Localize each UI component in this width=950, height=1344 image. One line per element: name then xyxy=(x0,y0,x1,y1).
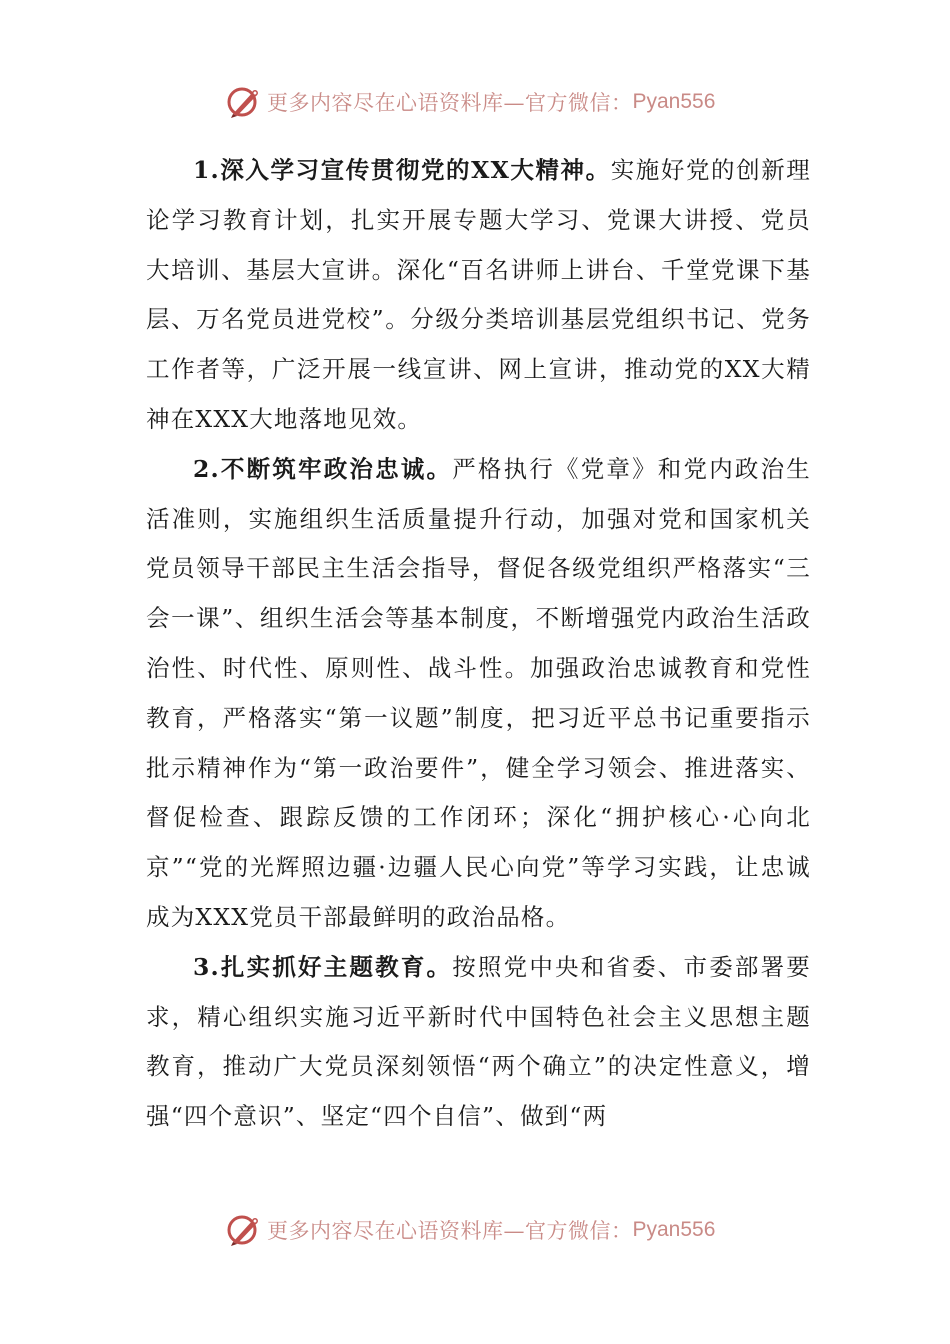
banner-wechat-id: Pyan556 xyxy=(632,90,716,113)
banner-text: 更多内容尽在心语资料库—官方微信： xyxy=(267,1219,633,1243)
banner-text: 更多内容尽在心语资料库—官方微信： xyxy=(267,91,633,115)
paragraph-3-text: 按照党中央和省委、市委部署要求，精心组织实施习近平新时代中国特色社会主义思想主题教育，推动广大党员深刻领悟“两个确立”的决定性意义，增强“四个意识”、坚定“四个自信”、做到“两 xyxy=(146,952,811,1131)
pen-circle-logo-icon xyxy=(225,84,261,120)
paragraph-2 xyxy=(146,445,811,943)
document-body xyxy=(146,146,811,1142)
paragraph-2-text: 严格执行《党章》和党内政治生活准则，实施组织生活质量提升行动，加强对党和国家机关党员领导干部民主生活会指导，督促各级党组织严格落实“三会一课”、组织生活会等基本制度，不断增强党内政治生活政治性、时代性、原则性、战斗性。加强政治忠诚教育和党性教育，严格落实“第一议题”制度，把习近平总书记重要指示批示精神作为“第一政治要件”，健全学习领会、推进落实、督促检查、跟踪反馈的工作闭环；深化“拥护核心·心向北京”“党的光辉照边疆·边疆人民心向党”等学习实践，让忠诚成为XXX党员干部最鲜明的政治品格。 xyxy=(146,454,811,931)
paragraph-1 xyxy=(146,146,811,445)
paragraph-1-text: 实施好党的创新理论学习教育计划，扎实开展专题大学习、党课大讲授、党员大培训、基层大宣讲。深化“百名讲师上讲台、千堂党课下基层、万名党员进党校”。分级分类培训基层党组织书记、党务工作者等，广泛开展一线宣讲、网上宣讲，推动党的XX大精神在XXX大地落地见效。 xyxy=(146,156,811,433)
paragraph-3 xyxy=(146,943,811,1142)
paragraph-1-heading: 1.深入学习宣传贯彻党的XX大精神。 xyxy=(193,156,611,184)
footer-banner xyxy=(225,1210,715,1250)
banner-wechat-id: Pyan556 xyxy=(632,1218,716,1241)
pen-circle-logo-icon xyxy=(225,1212,261,1248)
paragraph-2-heading: 2.不断筑牢政治忠诚。 xyxy=(193,454,453,483)
paragraph-3-heading: 3.扎实抓好主题教育。 xyxy=(193,952,453,981)
header-banner xyxy=(225,82,715,122)
